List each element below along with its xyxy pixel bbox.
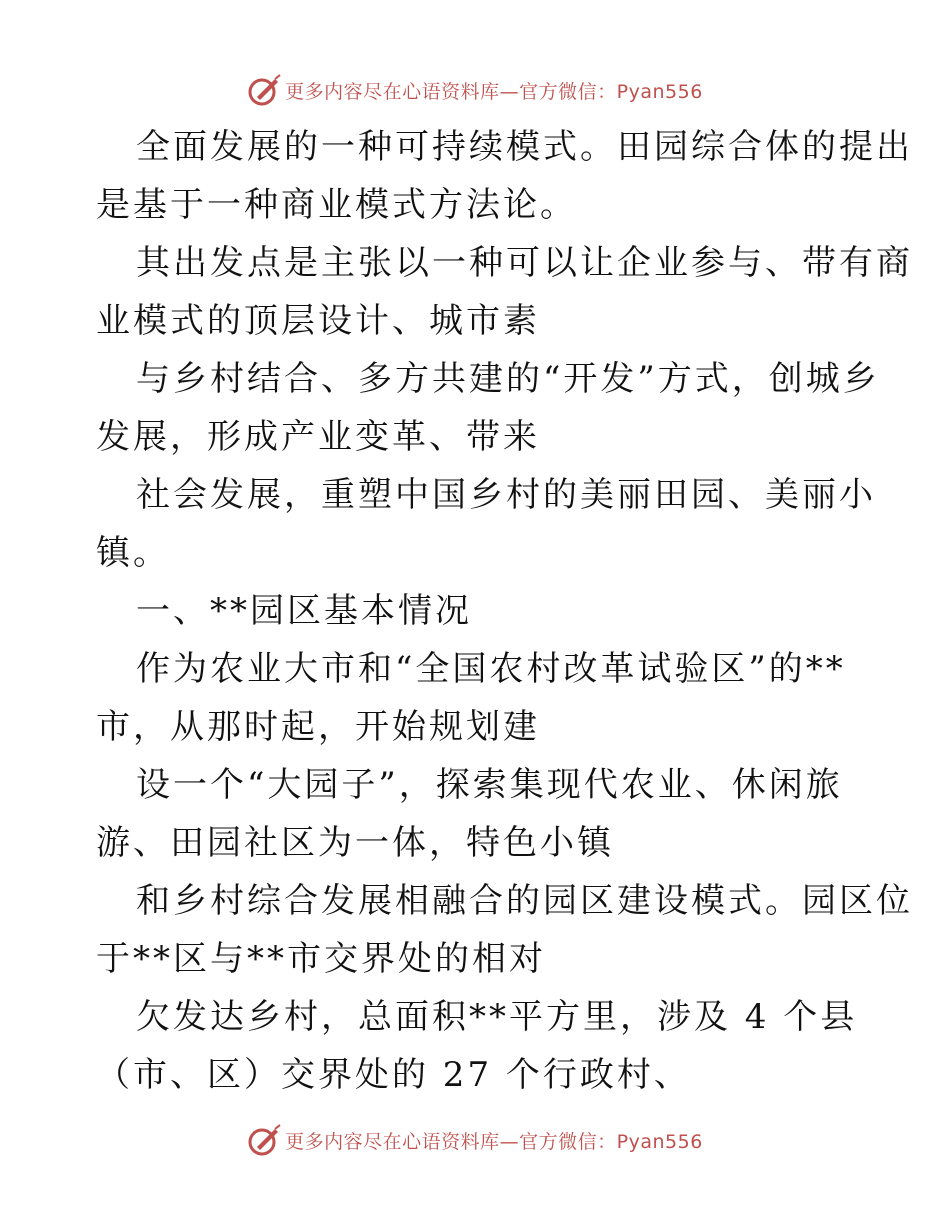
- text-line: 全面发展的一种可持续模式。田园综合体的提出: [136, 127, 913, 167]
- text-line: 发展，形成产业变革、带来: [96, 417, 540, 457]
- text-line: 欠发达乡村，总面积**平方里，涉及 4 个县: [136, 997, 858, 1037]
- footer-banner-text: 更多内容尽在心语资料库—官方微信：Pyan556: [285, 1130, 703, 1153]
- text-line: 镇。: [96, 533, 170, 573]
- footer-banner: [0, 1120, 950, 1160]
- text-line: 于**区与**市交界处的相对: [96, 939, 546, 979]
- text-line: （市、区）交界处的 27 个行政村、: [96, 1055, 691, 1095]
- quill-logo-icon: [247, 73, 281, 107]
- text-line: 其出发点是主张以一种可以让企业参与、带有商: [136, 243, 913, 283]
- text-line: 业模式的顶层设计、城市素: [96, 301, 540, 341]
- text-line: 游、田园社区为一体，特色小镇: [96, 823, 614, 863]
- text-line: 市，从那时起，开始规划建: [96, 707, 540, 747]
- text-line: 社会发展，重塑中国乡村的美丽田园、美丽小: [136, 475, 876, 515]
- header-banner: [0, 70, 950, 110]
- header-banner-text: 更多内容尽在心语资料库—官方微信：Pyan556: [285, 80, 703, 103]
- text-line: 作为农业大市和“全国农村改革试验区”的**: [136, 649, 846, 689]
- document-body: [96, 118, 913, 1104]
- section-heading: 一、**园区基本情况: [136, 591, 472, 631]
- text-line: 和乡村综合发展相融合的园区建设模式。园区位: [136, 881, 913, 921]
- text-line: 设一个“大园子”，探索集现代农业、休闲旅: [136, 765, 843, 805]
- text-line: 是基于一种商业模式方法论。: [96, 185, 577, 225]
- text-line: 与乡村结合、多方共建的“开发”方式，创城乡: [136, 359, 880, 399]
- quill-logo-icon: [247, 1123, 281, 1157]
